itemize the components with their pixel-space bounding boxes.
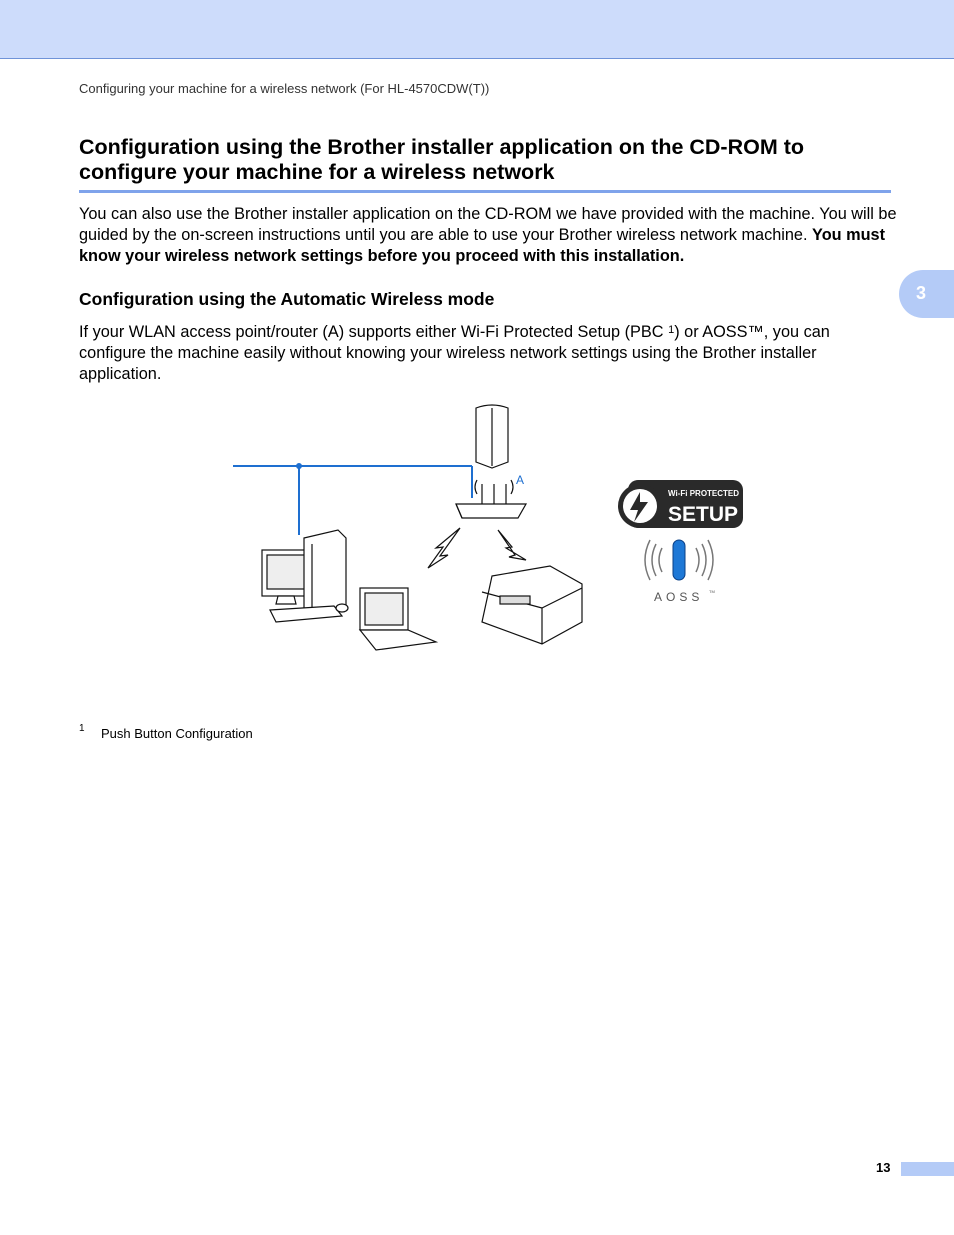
wireless-signal-icon (428, 528, 526, 568)
network-cable (233, 466, 472, 535)
subsection-text-end: ) or AOSS™, you can configure the machine easily without knowing your wireless network settings using the Brother installer application. (79, 323, 830, 383)
section-title-line1: Configuration using the Brother installer application on the CD-ROM to (79, 135, 805, 159)
intro-bold-note: You must know your wireless network settings before you proceed with this installation. (79, 226, 886, 265)
subsection-paragraph (79, 322, 899, 385)
page-number: 13 (876, 1160, 891, 1175)
chapter-tab (899, 270, 954, 318)
desktop-computer-icon (262, 530, 348, 622)
router-label: A (516, 473, 525, 487)
router-icon (456, 405, 526, 518)
wifi-protected-setup-logo (618, 480, 743, 528)
aoss-tm-mark: TM (709, 589, 715, 594)
section-title-rule (79, 190, 891, 193)
section-title-line2: configure your machine for a wireless network (79, 160, 555, 184)
intro-text: You can also use the Brother installer application on the CD-ROM we have provided with the machine. You will be guided by the on-screen instructions until you are able to use your Brother wireless network machine. (79, 205, 897, 244)
page-number-bar (901, 1162, 954, 1176)
printer-icon (482, 566, 582, 644)
section-title (79, 135, 891, 185)
aoss-logo (645, 540, 715, 604)
wps-logo-top: Wi-Fi PROTECTED (668, 489, 740, 498)
footnote-reference[interactable]: 1 (668, 324, 675, 336)
laptop-icon (360, 588, 436, 650)
subsection-text-start: If your WLAN access point/router (A) supports either Wi-Fi Protected Setup (PBC (79, 323, 664, 341)
top-header-band (0, 0, 954, 59)
footnote-text: Push Button Configuration (101, 726, 253, 741)
wps-logo-main: SETUP (668, 503, 739, 526)
intro-paragraph (79, 204, 899, 267)
subsection-title: Configuration using the Automatic Wireless mode (79, 289, 495, 309)
network-diagram (230, 400, 750, 660)
footnote-number: 1 (79, 723, 85, 734)
aoss-logo-text: AOSS (654, 590, 704, 604)
chapter-number: 3 (916, 283, 927, 303)
running-header: Configuring your machine for a wireless network (For HL-4570CDW(T)) (79, 81, 490, 96)
